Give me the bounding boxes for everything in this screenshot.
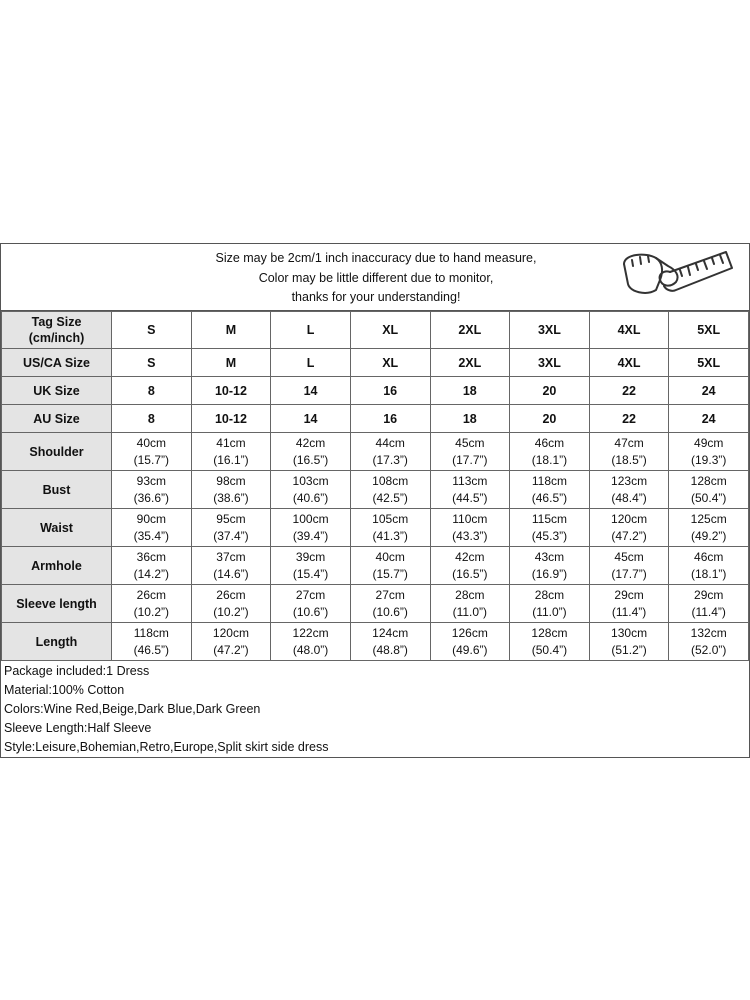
inch-value: (52.0”): [691, 642, 727, 657]
detail-line: Colors:Wine Red,Beige,Dark Blue,Dark Green: [4, 702, 261, 716]
measurement-cell: [430, 547, 510, 585]
cm-value: 43cm: [534, 549, 565, 564]
measurement-row: [2, 509, 749, 547]
measurement-cell: [191, 509, 271, 547]
inch-value: (48.4”): [611, 490, 647, 505]
inch-value: (15.4”): [292, 566, 329, 581]
size-cell: XL: [350, 349, 430, 377]
inch-value: (48.0”): [292, 642, 329, 657]
measurement-cell: [271, 585, 351, 623]
cm-value: 28cm: [455, 587, 485, 602]
inch-value: (39.4”): [292, 528, 329, 543]
cm-value: 122cm: [292, 625, 329, 640]
size-cell: 24: [669, 377, 749, 405]
measurement-cell: [510, 547, 590, 585]
size-cell: 16: [350, 405, 430, 433]
measurement-cell: [350, 547, 430, 585]
cm-value: 27cm: [375, 587, 405, 602]
cm-value: 110cm: [452, 511, 488, 526]
size-table: [1, 311, 749, 661]
row-label: Length: [2, 623, 112, 661]
inch-value: (18.1”): [691, 566, 727, 581]
measurement-cell: [350, 585, 430, 623]
cm-value: 26cm: [216, 587, 246, 602]
inch-value: (17.3”): [372, 452, 408, 467]
cm-value: 120cm: [611, 511, 648, 526]
cm-value: 120cm: [212, 625, 249, 640]
size-cell: M: [191, 349, 271, 377]
measurement-cell: [271, 623, 351, 661]
size-cell: 4XL: [589, 349, 669, 377]
measurement-row: [2, 471, 749, 509]
inch-value: (49.2”): [691, 528, 727, 543]
inch-value: (45.3”): [531, 528, 568, 543]
size-cell: 14: [271, 405, 351, 433]
measurement-cell: [430, 471, 510, 509]
cm-value: 113cm: [452, 473, 488, 488]
cm-value: 93cm: [136, 473, 166, 488]
size-cell: 8: [112, 377, 192, 405]
size-cell: 2XL: [430, 349, 510, 377]
measurement-cell: [350, 471, 430, 509]
measurement-row: [2, 547, 749, 585]
chart-header: [1, 244, 749, 311]
cm-value: 100cm: [292, 511, 329, 526]
cm-value: 132cm: [690, 625, 727, 640]
detail-line: Material:100% Cotton: [4, 683, 125, 697]
size-cell: S: [112, 349, 192, 377]
size-cell: 3XL: [510, 312, 590, 349]
row-label: AU Size: [2, 405, 112, 433]
cm-value: 47cm: [614, 435, 644, 450]
detail-line: Package included:1 Dress: [4, 664, 150, 678]
measurement-cell: [669, 623, 749, 661]
inch-value: (17.7”): [611, 566, 647, 581]
measurement-cell: [430, 509, 510, 547]
size-cell: 20: [510, 377, 590, 405]
measurement-cell: [112, 623, 192, 661]
row-label: Shoulder: [2, 433, 112, 471]
measurement-cell: [510, 623, 590, 661]
measurement-cell: [350, 433, 430, 471]
product-details: [4, 662, 328, 757]
inch-value: (10.6”): [372, 604, 408, 619]
inch-value: (42.5”): [372, 490, 408, 505]
inch-value: (19.3”): [691, 452, 727, 467]
cm-value: 49cm: [694, 435, 724, 450]
inch-value: (49.6”): [452, 642, 488, 657]
cm-value: 39cm: [295, 549, 326, 564]
conversion-row: [2, 405, 749, 433]
cm-value: 123cm: [611, 473, 648, 488]
measurement-cell: [112, 547, 192, 585]
inch-value: (48.8”): [372, 642, 408, 657]
tag-size-label: Tag Size: [31, 315, 82, 329]
inch-value: (11.0”): [532, 604, 567, 619]
measurement-cell: [271, 547, 351, 585]
inch-value: (10.6”): [292, 604, 329, 619]
row-label: [2, 312, 112, 349]
inch-value: (16.1”): [213, 452, 249, 467]
measurement-cell: [191, 471, 271, 509]
measurement-cell: [191, 547, 271, 585]
measurement-cell: [669, 585, 749, 623]
measurement-cell: [271, 471, 351, 509]
measurement-cell: [589, 547, 669, 585]
size-chart: [0, 243, 750, 758]
measurement-cell: [589, 623, 669, 661]
cm-value: 128cm: [690, 473, 727, 488]
size-cell: 14: [271, 377, 351, 405]
cm-value: 46cm: [534, 435, 565, 450]
cm-value: 44cm: [375, 435, 405, 450]
measurement-cell: [112, 471, 192, 509]
row-label: US/CA Size: [2, 349, 112, 377]
cm-value: 26cm: [136, 587, 166, 602]
size-cell: M: [191, 312, 271, 349]
measurement-cell: [191, 623, 271, 661]
cm-value: 126cm: [451, 625, 488, 640]
measurement-cell: [589, 509, 669, 547]
tag-size-unit: (cm/inch): [28, 331, 85, 345]
inch-value: (43.3”): [452, 528, 488, 543]
size-cell: 22: [589, 377, 669, 405]
cm-value: 45cm: [455, 435, 485, 450]
measuring-tape-icon: [616, 246, 736, 308]
cm-value: 128cm: [531, 625, 568, 640]
size-cell: XL: [350, 312, 430, 349]
cm-value: 108cm: [372, 473, 409, 488]
measurement-row: [2, 433, 749, 471]
cm-value: 40cm: [375, 549, 405, 564]
cm-value: 130cm: [611, 625, 648, 640]
inch-value: (40.6”): [292, 490, 329, 505]
inch-value: (11.0”): [452, 604, 488, 619]
cm-value: 90cm: [136, 511, 166, 526]
cm-value: 37cm: [216, 549, 246, 564]
inch-value: (11.4”): [611, 604, 647, 619]
notice-line-2: Color may be little different due to monitor,: [258, 270, 494, 285]
measurement-cell: [430, 623, 510, 661]
size-cell: 18: [430, 377, 510, 405]
inch-value: (38.6”): [213, 490, 249, 505]
measurement-cell: [350, 623, 430, 661]
measurement-cell: [510, 585, 590, 623]
notice-line-1: Size may be 2cm/1 inch inaccuracy due to hand measure,: [215, 251, 537, 265]
measurement-cell: [191, 585, 271, 623]
tag-size-row: [2, 312, 749, 349]
measurement-cell: [271, 509, 351, 547]
size-cell: 10-12: [191, 377, 271, 405]
inch-value: (16.5”): [452, 566, 488, 581]
size-cell: 4XL: [589, 312, 669, 349]
size-cell: S: [112, 312, 192, 349]
measurement-cell: [430, 585, 510, 623]
inch-value: (15.7”): [133, 452, 169, 467]
cm-value: 46cm: [694, 549, 724, 564]
size-cell: 20: [510, 405, 590, 433]
measurement-cell: [589, 433, 669, 471]
inch-value: (36.6”): [133, 490, 169, 505]
inch-value: (14.6”): [213, 566, 249, 581]
row-label: Sleeve length: [2, 585, 112, 623]
measurement-row: [2, 623, 749, 661]
size-cell: 16: [350, 377, 430, 405]
row-label: Waist: [2, 509, 112, 547]
inch-value: (50.4”): [691, 490, 727, 505]
cm-value: 42cm: [455, 549, 485, 564]
inch-value: (18.1”): [531, 452, 568, 467]
measurement-cell: [112, 509, 192, 547]
inch-value: (44.5”): [452, 490, 488, 505]
size-cell: 10-12: [191, 405, 271, 433]
cm-value: 115cm: [531, 511, 567, 526]
row-label: UK Size: [2, 377, 112, 405]
size-cell: 18: [430, 405, 510, 433]
measurement-cell: [510, 471, 590, 509]
measurement-cell: [669, 471, 749, 509]
size-cell: 5XL: [669, 349, 749, 377]
inch-value: (11.4”): [691, 604, 726, 619]
size-cell: L: [271, 349, 351, 377]
cm-value: 45cm: [614, 549, 644, 564]
conversion-row: [2, 349, 749, 377]
size-cell: 5XL: [669, 312, 749, 349]
inch-value: (15.7”): [372, 566, 408, 581]
inch-value: (46.5”): [531, 490, 568, 505]
inch-value: (35.4”): [133, 528, 169, 543]
inch-value: (51.2”): [611, 642, 647, 657]
inch-value: (18.5”): [611, 452, 647, 467]
measurement-cell: [112, 585, 192, 623]
cm-value: 27cm: [295, 587, 326, 602]
cm-value: 103cm: [292, 473, 329, 488]
row-label: Bust: [2, 471, 112, 509]
inch-value: (37.4”): [213, 528, 249, 543]
cm-value: 124cm: [372, 625, 409, 640]
measurement-cell: [510, 509, 590, 547]
conversion-row: [2, 377, 749, 405]
inch-value: (50.4”): [531, 642, 568, 657]
cm-value: 105cm: [372, 511, 409, 526]
measurement-cell: [350, 509, 430, 547]
measurement-cell: [510, 433, 590, 471]
size-cell: 22: [589, 405, 669, 433]
inch-value: (14.2”): [133, 566, 169, 581]
measurement-cell: [589, 471, 669, 509]
measurement-cell: [669, 433, 749, 471]
inch-value: (41.3”): [372, 528, 408, 543]
cm-value: 41cm: [216, 435, 246, 450]
inch-value: (16.5”): [292, 452, 329, 467]
measurement-cell: [430, 433, 510, 471]
inch-value: (17.7”): [452, 452, 488, 467]
inch-value: (47.2”): [611, 528, 647, 543]
measurement-cell: [589, 585, 669, 623]
size-cell: L: [271, 312, 351, 349]
cm-value: 29cm: [694, 587, 724, 602]
inch-value: (46.5”): [133, 642, 169, 657]
inch-value: (10.2”): [133, 604, 169, 619]
size-cell: 8: [112, 405, 192, 433]
detail-line: Sleeve Length:Half Sleeve: [4, 721, 152, 735]
size-cell: 24: [669, 405, 749, 433]
measurement-cell: [112, 433, 192, 471]
size-cell: 2XL: [430, 312, 510, 349]
inch-value: (16.9”): [531, 566, 568, 581]
measurement-cell: [191, 433, 271, 471]
cm-value: 95cm: [216, 511, 246, 526]
cm-value: 36cm: [136, 549, 166, 564]
inch-value: (10.2”): [213, 604, 249, 619]
row-label: Armhole: [2, 547, 112, 585]
inch-value: (47.2”): [213, 642, 249, 657]
cm-value: 28cm: [534, 587, 565, 602]
measurement-cell: [271, 433, 351, 471]
cm-value: 118cm: [531, 473, 567, 488]
notice-line-3: thanks for your understanding!: [291, 290, 461, 304]
cm-value: 29cm: [614, 587, 644, 602]
measurement-cell: [669, 547, 749, 585]
measurement-notice: [176, 249, 576, 308]
measurement-row: [2, 585, 749, 623]
cm-value: 118cm: [133, 625, 169, 640]
cm-value: 98cm: [216, 473, 246, 488]
measurement-cell: [669, 509, 749, 547]
cm-value: 42cm: [295, 435, 326, 450]
detail-line: Style:Leisure,Bohemian,Retro,Europe,Split skirt side dress: [4, 740, 329, 754]
cm-value: 40cm: [136, 435, 166, 450]
size-cell: 3XL: [510, 349, 590, 377]
cm-value: 125cm: [690, 511, 727, 526]
